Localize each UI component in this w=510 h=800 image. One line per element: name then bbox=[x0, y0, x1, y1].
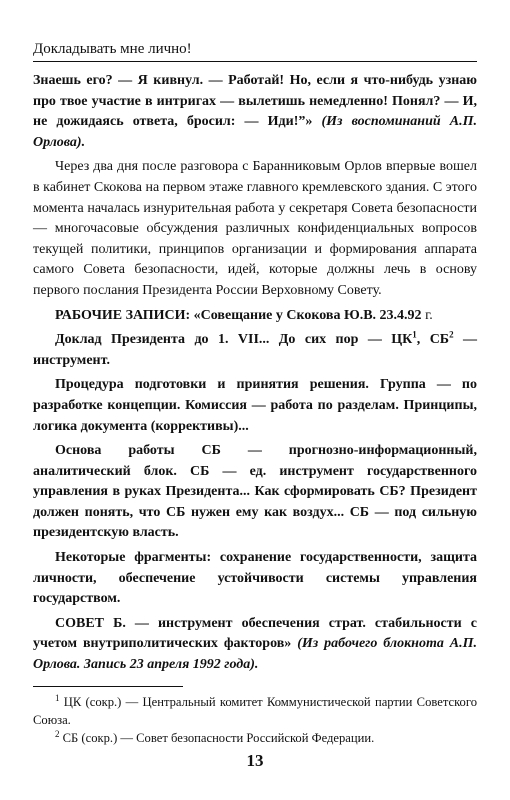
footnote-mark-2: 2 bbox=[55, 728, 60, 739]
notes-heading-text: РАБОЧИЕ ЗАПИСИ: «Совещание у Скокова Ю.В. 23.4.92 bbox=[55, 307, 422, 323]
notes-paragraph-procedure: Процедура подготовки и принятия решения. Группа — по разработке концепции. Комиссия — работа по разделам. Принципы, логика документа (коррективы)... bbox=[33, 377, 477, 434]
book-page bbox=[33, 40, 477, 747]
footnote-2 bbox=[33, 729, 477, 747]
running-head: Докладывать мне лично! bbox=[33, 41, 192, 57]
footnote-ref-1[interactable]: 1 bbox=[412, 329, 417, 340]
report-text-c: — инструмент. bbox=[33, 332, 477, 368]
header-rule bbox=[33, 61, 477, 62]
footnote-mark-1: 1 bbox=[55, 692, 60, 703]
narrative-paragraph: Через два дня после разговора с Баранниковым Орлов впервые вошел в кабинет Скокова на первом этаже главного кремлевского здания. С этого момента началась изнурительная работа у секретаря Совета безопасности — многочасовые обсуждения различных конфиденциальных вопросов текущей политики, принципов организации и формирования аппарата самого Совета безопасности, идей, которые должны лечь в основу первого послания Президента России Верховному Совету. bbox=[33, 159, 477, 298]
report-text-a: Доклад Президента до 1. VII... До сих пор — ЦК bbox=[55, 332, 413, 348]
footnote-1 bbox=[33, 693, 477, 729]
footnote-ref-2[interactable]: 2 bbox=[449, 329, 454, 340]
page-number: 13 bbox=[246, 751, 264, 770]
quote-text: Знаешь его? — Я кивнул. — Работай! Но, если я что-нибудь узнаю про твое участие в интригах — вылетишь немедленно! Понял? — И, не дожидаясь ответа, бросил: — Иди!”» bbox=[33, 73, 477, 130]
quote-paragraph bbox=[33, 71, 477, 153]
quote-source: (Из воспоминаний А.П. Орлова). bbox=[33, 114, 477, 150]
council-text: СОВЕТ Б. — инструмент обеспечения страт. стабильности с учетом внутриполитических факторов» bbox=[33, 615, 477, 652]
report-text-b: , СБ bbox=[416, 332, 450, 348]
notes-heading-suffix: г. bbox=[421, 307, 433, 323]
notes-paragraph-report bbox=[33, 330, 477, 371]
footnote-text-2: СБ (сокр.) — Совет безопасности Российской Федерации. bbox=[59, 730, 375, 745]
council-source: (Из рабочего блокнота А.П. Орлова. Запись 23 апреля 1992 года). bbox=[33, 636, 477, 673]
notes-paragraph-fragments: Некоторые фрагменты: сохранение государственности, защита личности, обеспечение устойчивости системы управления государством. bbox=[33, 550, 477, 607]
notes-paragraph-basis: Основа работы СБ — прогнозно-информационный, аналитический блок. СБ — ед. инструмент государственного управления в руках Президента... Как сформировать СБ? Президент должен понять, что СБ нужен ему как воздух... СБ — под сильную президентскую власть. bbox=[33, 443, 477, 541]
notes-heading bbox=[33, 306, 477, 327]
footnote-text-1: ЦК (сокр.) — Центральный комитет Коммунистической партии Советского Союза. bbox=[33, 694, 477, 727]
notes-paragraph-council bbox=[33, 614, 477, 676]
footnote-rule bbox=[33, 686, 183, 687]
